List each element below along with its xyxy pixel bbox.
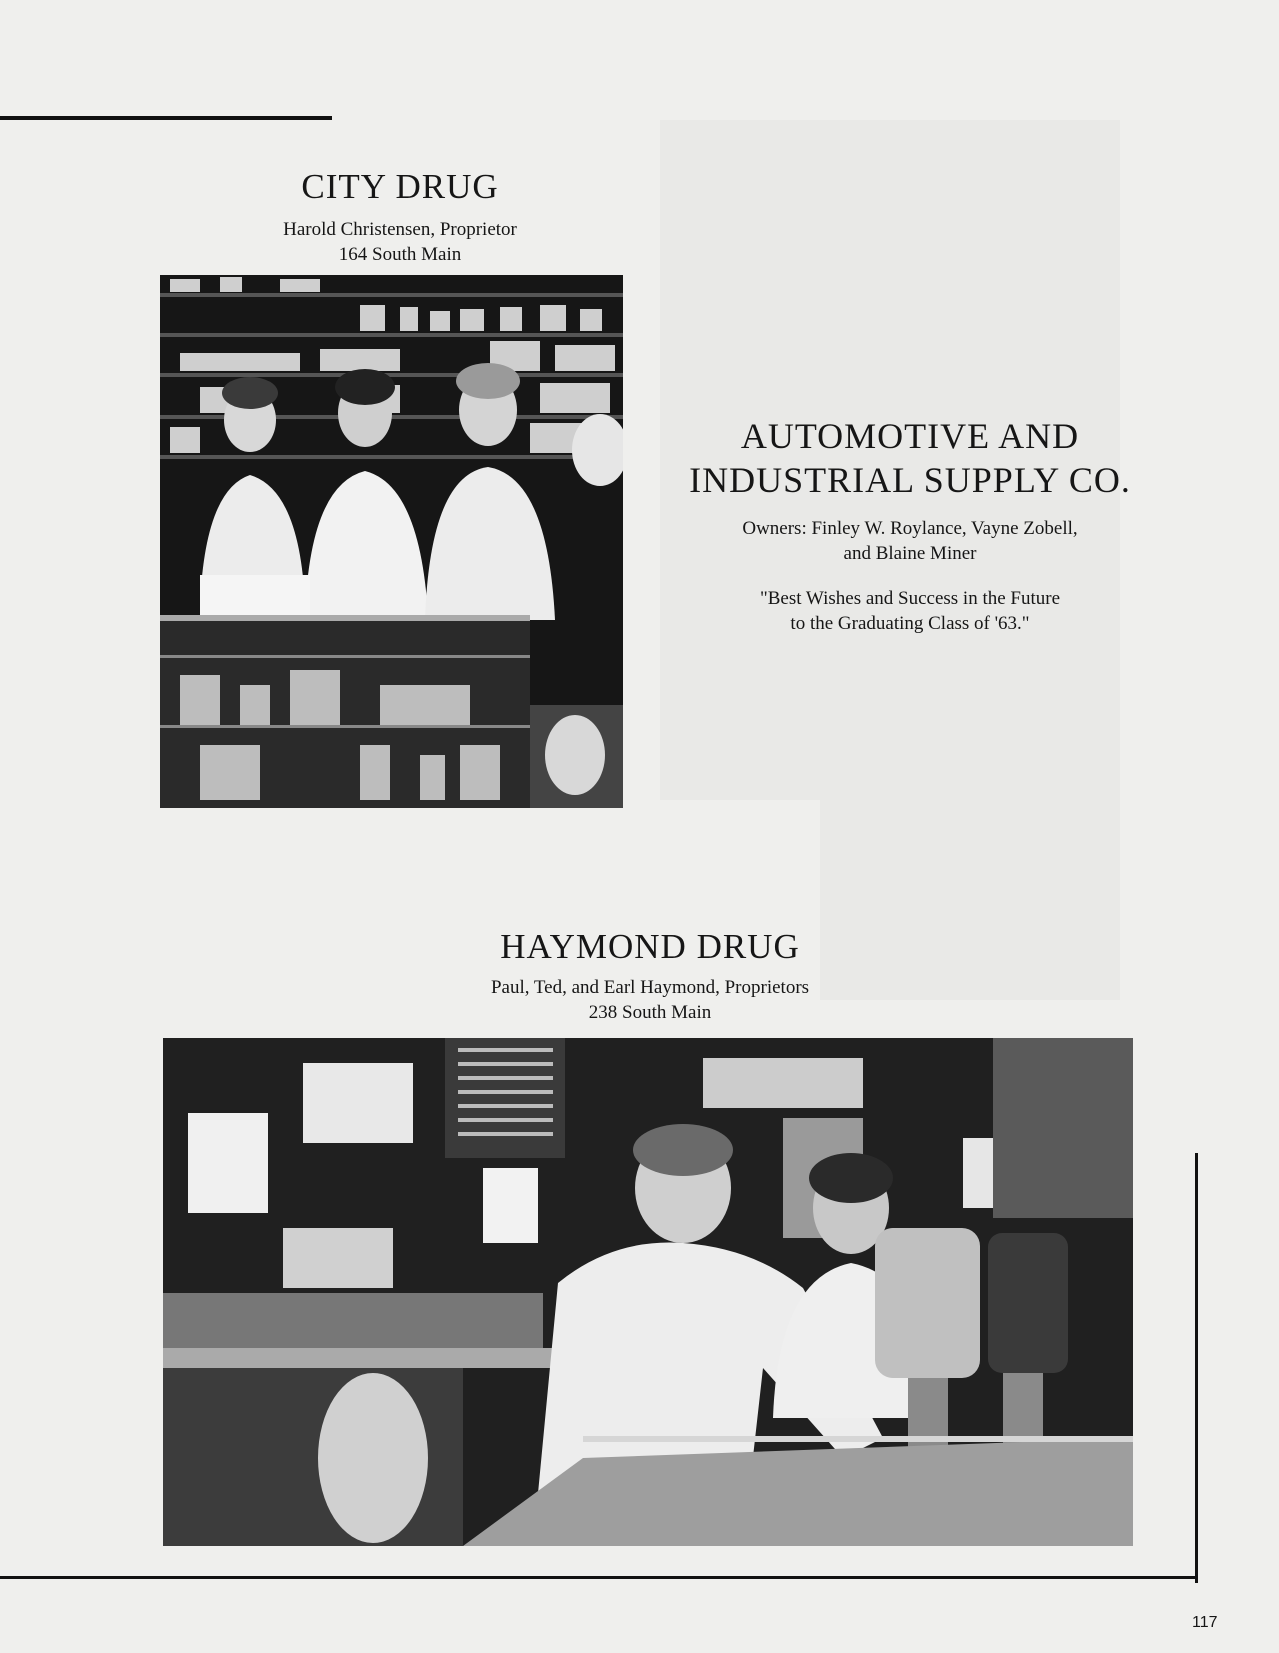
automotive-owners-line2: and Blaine Miner [843,543,977,564]
bottom-rule [0,1576,1198,1579]
city-drug-proprietor: Harold Christensen, Proprietor [283,218,517,240]
haymond-drug-proprietors: Paul, Ted, and Earl Haymond, Proprietors [490,976,810,998]
city-drug-ad [200,168,600,267]
haymond-drug-title: HAYMOND DRUG [500,927,800,966]
haymond-drug-ad [350,928,950,1025]
city-drug-photo [160,275,623,808]
automotive-title-line1: AUTOMOTIVE AND [740,416,1080,456]
right-rule [1195,1153,1198,1583]
city-drug-title: CITY DRUG [301,167,499,206]
automotive-supply-ad [655,414,1165,636]
automotive-title-line2: INDUSTRIAL SUPPLY CO. [689,460,1131,500]
automotive-quote-line1: "Best Wishes and Success in the Future [759,588,1061,609]
automotive-quote-line2: to the Graduating Class of '63." [790,613,1030,634]
page-number: 117 [1192,1614,1218,1631]
haymond-drug-photo [163,1038,1133,1546]
haymond-drug-address: 238 South Main [588,1001,712,1023]
automotive-owners-line1: Owners: Finley W. Roylance, Vayne Zobell, [742,518,1078,539]
top-rule [0,116,332,120]
city-drug-address: 164 South Main [338,243,462,265]
